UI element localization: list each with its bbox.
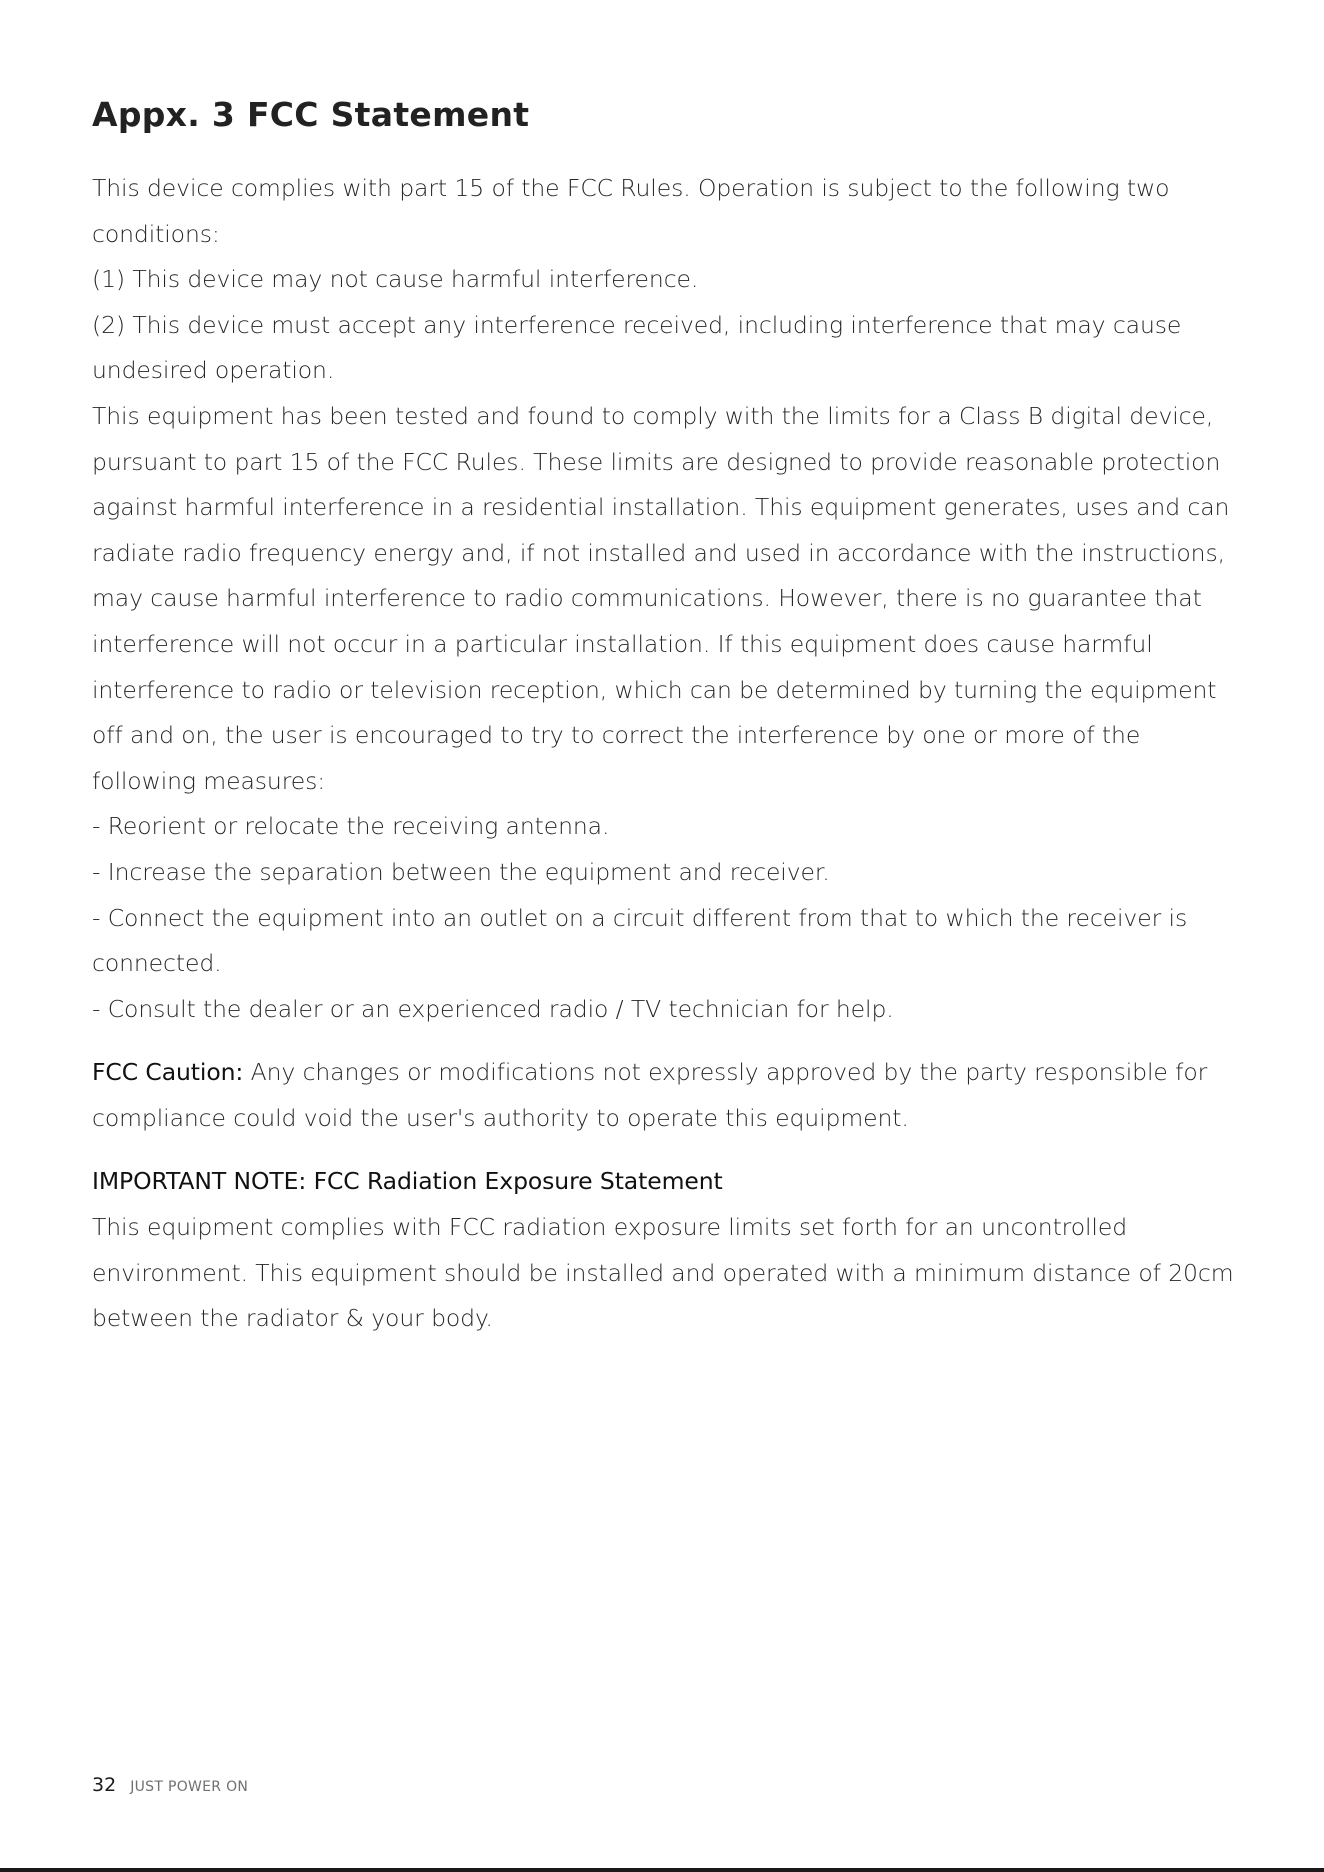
page-number: 32	[92, 1774, 117, 1796]
measure-item: - Consult the dealer or an experienced radio / TV technician for help.	[92, 994, 894, 1023]
page-footer	[92, 1774, 248, 1796]
class-b-paragraph: This equipment has been tested and found to comply with the limits for a Class B digital device, pursuant to part 15 of the FCC Rules. These limits are designed to provide reasonable protection against harmful interference in a residential installation. This equipment generates, uses and can radiate radio frequency energy and, if not installed and used in accordance with the instructions, may cause harmful interference to radio communications. However, there is no guarantee that interference will not occur in a particular installation. If this equipment does cause harmful interference to radio or television reception, which can be determined by turning the equipment off and on, the user is encouraged to try to correct the interference by one or more of the following measures:	[92, 401, 1230, 795]
condition-1: (1) This device may not cause harmful interference.	[92, 265, 699, 294]
fcc-caution-paragraph	[92, 1050, 1242, 1141]
important-note-heading: IMPORTANT NOTE: FCC Radiation Exposure Statement	[92, 1167, 723, 1196]
brand-tagline: JUST POWER ON	[130, 1779, 249, 1795]
measure-item: - Reorient or relocate the receiving antenna.	[92, 812, 610, 841]
fcc-statement-body	[92, 166, 1242, 1342]
page-title: Appx. 3 FCC Statement	[92, 95, 530, 134]
intro-paragraph: This device complies with part 15 of the FCC Rules. Operation is subject to the following two conditions:	[92, 174, 1170, 248]
measure-item: - Increase the separation between the equipment and receiver.	[92, 857, 830, 886]
condition-2: (2) This device must accept any interference received, including interference that may cause undesired operation.	[92, 310, 1182, 385]
measure-item: - Connect the equipment into an outlet on a circuit different from that to which the receiver is connected.	[92, 903, 1188, 978]
radiation-exposure-paragraph: This equipment complies with FCC radiation exposure limits set forth for an uncontrolled environment. This equipment should be installed and operated with a minimum distance of 20cm between the radiator & your body.	[92, 1213, 1234, 1333]
fcc-caution-label: FCC Caution:	[92, 1058, 244, 1087]
fcc-caution-text: Any changes or modifications not expressly approved by the party responsible for compliance could void the user's authority to operate this equipment.	[92, 1058, 1208, 1132]
bottom-border	[0, 1868, 1324, 1872]
document-page	[92, 92, 1242, 1342]
